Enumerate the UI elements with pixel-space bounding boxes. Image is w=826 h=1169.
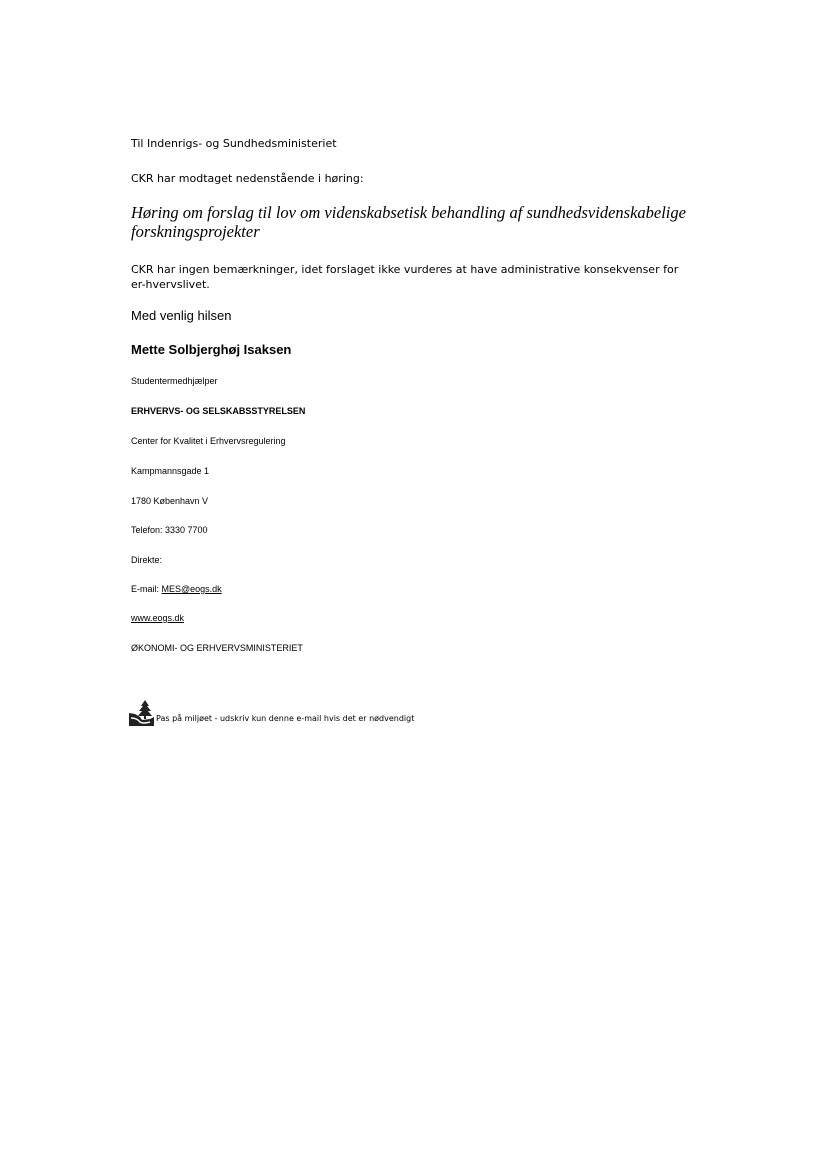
direct-line: Direkte: xyxy=(131,555,163,565)
recipient-line: Til Indenrigs- og Sundhedsministeriet xyxy=(131,137,337,150)
sender-organization: ERHVERVS- OG SELSKABSSTYRELSEN xyxy=(131,406,306,416)
phone-line: Telefon: 3330 7700 xyxy=(131,525,208,535)
sender-department: Center for Kvalitet i Erhvervsregulering xyxy=(131,436,286,446)
email-label: E-mail: xyxy=(131,584,162,594)
website-line xyxy=(131,613,184,623)
email-line xyxy=(131,584,222,594)
sender-name: Mette Solbjerghøj Isaksen xyxy=(131,342,292,357)
tree-environment-icon xyxy=(128,700,154,726)
sender-title: Studentermedhjælper xyxy=(131,376,218,386)
hearing-title: Høring om forslag til lov om videnskabsetisk behandling af sundhedsvidenskabelige forskningsprojekter xyxy=(131,203,686,241)
ministry-line: ØKONOMI- OG ERHVERVSMINISTERIET xyxy=(131,643,303,653)
environment-note: Pas på miljøet - udskriv kun denne e-mail hvis det er nødvendigt xyxy=(156,714,415,723)
address-street: Kampmannsgade 1 xyxy=(131,466,210,476)
email-link[interactable]: MES@eogs.dk xyxy=(161,584,222,594)
address-city: 1780 København V xyxy=(131,496,209,506)
environment-footer xyxy=(128,700,414,726)
signoff-greeting: Med venlig hilsen xyxy=(131,308,232,323)
intro-line: CKR har modtaget nedenstående i høring: xyxy=(131,172,364,185)
comment-paragraph: CKR har ingen bemærkninger, idet forslaget ikke vurderes at have administrative konsekvenser for er-hvervslivet. xyxy=(131,263,679,291)
website-link[interactable]: www.eogs.dk xyxy=(131,613,185,623)
